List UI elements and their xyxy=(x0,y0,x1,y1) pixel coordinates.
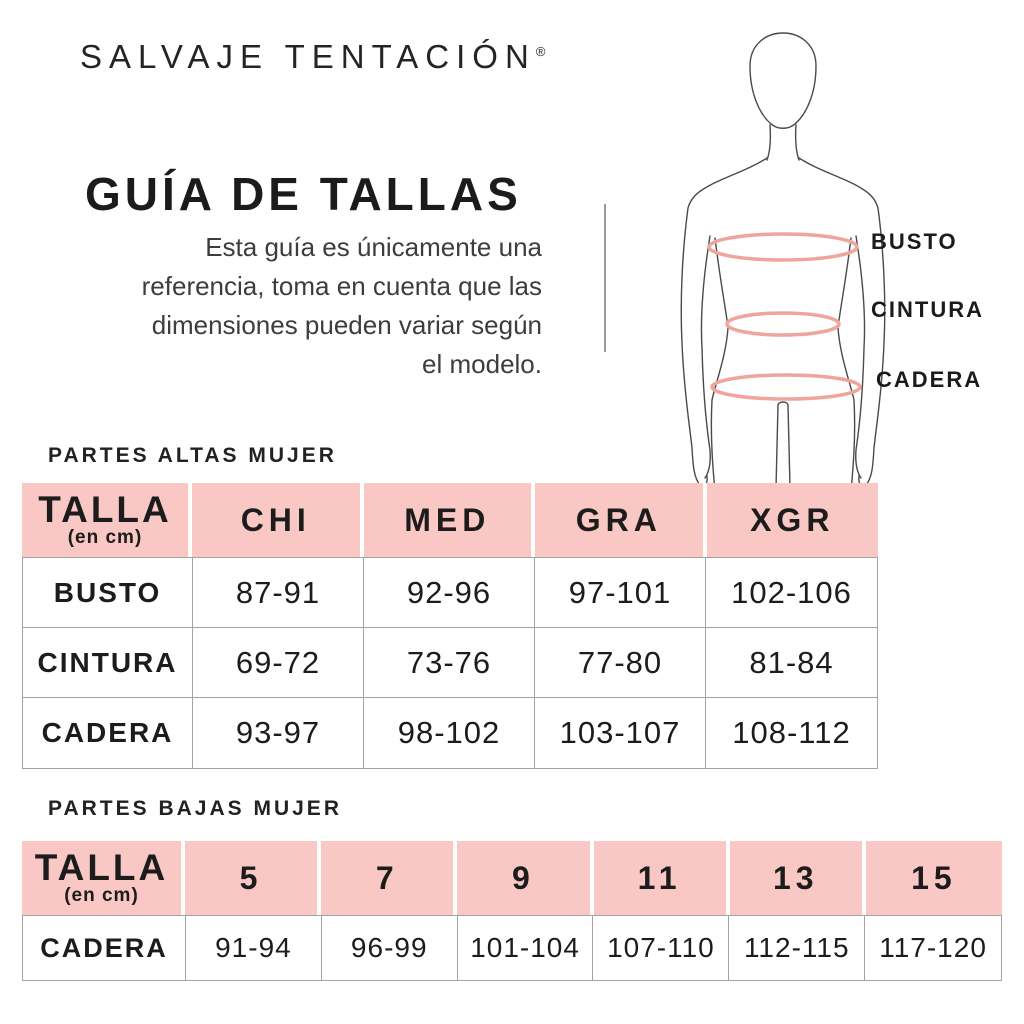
waist-measure-line xyxy=(727,313,839,335)
section-title-partes-altas: PARTES ALTAS MUJER xyxy=(48,444,337,467)
table-cell: 81-84 xyxy=(706,628,877,698)
size-label: TALLA xyxy=(34,847,169,888)
vertical-divider xyxy=(604,204,606,352)
column-header: MED xyxy=(364,483,536,557)
page-title: GUÍA DE TALLAS xyxy=(85,168,522,220)
column-header: CHI xyxy=(192,483,364,557)
table-cell: 101-104 xyxy=(458,916,594,980)
brand-logo xyxy=(80,38,545,76)
bust-label: BUSTO xyxy=(871,229,958,254)
table-cell: 102-106 xyxy=(706,558,877,628)
table-header-row xyxy=(22,841,1002,915)
hip-label: CADERA xyxy=(876,367,983,392)
table-cell: 108-112 xyxy=(706,698,877,768)
size-table-partes-altas xyxy=(22,483,878,769)
column-header: 11 xyxy=(594,841,730,915)
column-header: 7 xyxy=(321,841,457,915)
table-cell: 73-76 xyxy=(364,628,535,698)
table-cell: 103-107 xyxy=(535,698,706,768)
guide-description xyxy=(60,228,542,384)
bust-measure-line xyxy=(709,234,857,260)
table-cell: 97-101 xyxy=(535,558,706,628)
column-header: GRA xyxy=(535,483,707,557)
table-cell: 77-80 xyxy=(535,628,706,698)
section-title-partes-bajas: PARTES BAJAS MUJER xyxy=(48,797,342,820)
table-cell: 87-91 xyxy=(193,558,364,628)
row-label-cell: BUSTO xyxy=(23,558,193,628)
size-header-cell xyxy=(22,483,192,557)
table-cell: 98-102 xyxy=(364,698,535,768)
description-line: el modelo. xyxy=(422,349,542,379)
registered-trademark-symbol: ® xyxy=(535,44,546,59)
size-unit-label: (en cm) xyxy=(64,885,139,906)
table-cell: 117-120 xyxy=(865,916,1001,980)
column-header: 13 xyxy=(730,841,866,915)
table-cell: 96-99 xyxy=(322,916,458,980)
female-body-outline-illustration xyxy=(650,8,890,508)
table-body xyxy=(22,915,1002,981)
waist-label: CINTURA xyxy=(871,297,984,322)
brand-name: SALVAJE TENTACIÓN xyxy=(80,38,536,75)
table-body xyxy=(22,557,878,769)
column-header: 15 xyxy=(866,841,1002,915)
row-label-cell: CINTURA xyxy=(23,628,193,698)
table-cell: 92-96 xyxy=(364,558,535,628)
row-label-cell: CADERA xyxy=(23,916,186,980)
size-header-cell xyxy=(22,841,185,915)
size-label: TALLA xyxy=(38,489,172,530)
column-header: 9 xyxy=(457,841,593,915)
table-cell: 69-72 xyxy=(193,628,364,698)
table-cell: 112-115 xyxy=(729,916,865,980)
row-label-cell: CADERA xyxy=(23,698,193,768)
description-line: referencia, toma en cuenta que las xyxy=(141,271,542,301)
description-line: dimensiones pueden variar según xyxy=(151,310,542,340)
table-cell: 93-97 xyxy=(193,698,364,768)
description-line: Esta guía es únicamente una xyxy=(205,232,542,262)
size-unit-label: (en cm) xyxy=(67,527,143,548)
column-header: 5 xyxy=(185,841,321,915)
table-header-row xyxy=(22,483,878,557)
table-cell: 91-94 xyxy=(186,916,322,980)
column-header: XGR xyxy=(707,483,879,557)
hip-measure-line xyxy=(712,375,860,399)
size-table-partes-bajas xyxy=(22,841,1002,981)
table-cell: 107-110 xyxy=(593,916,729,980)
